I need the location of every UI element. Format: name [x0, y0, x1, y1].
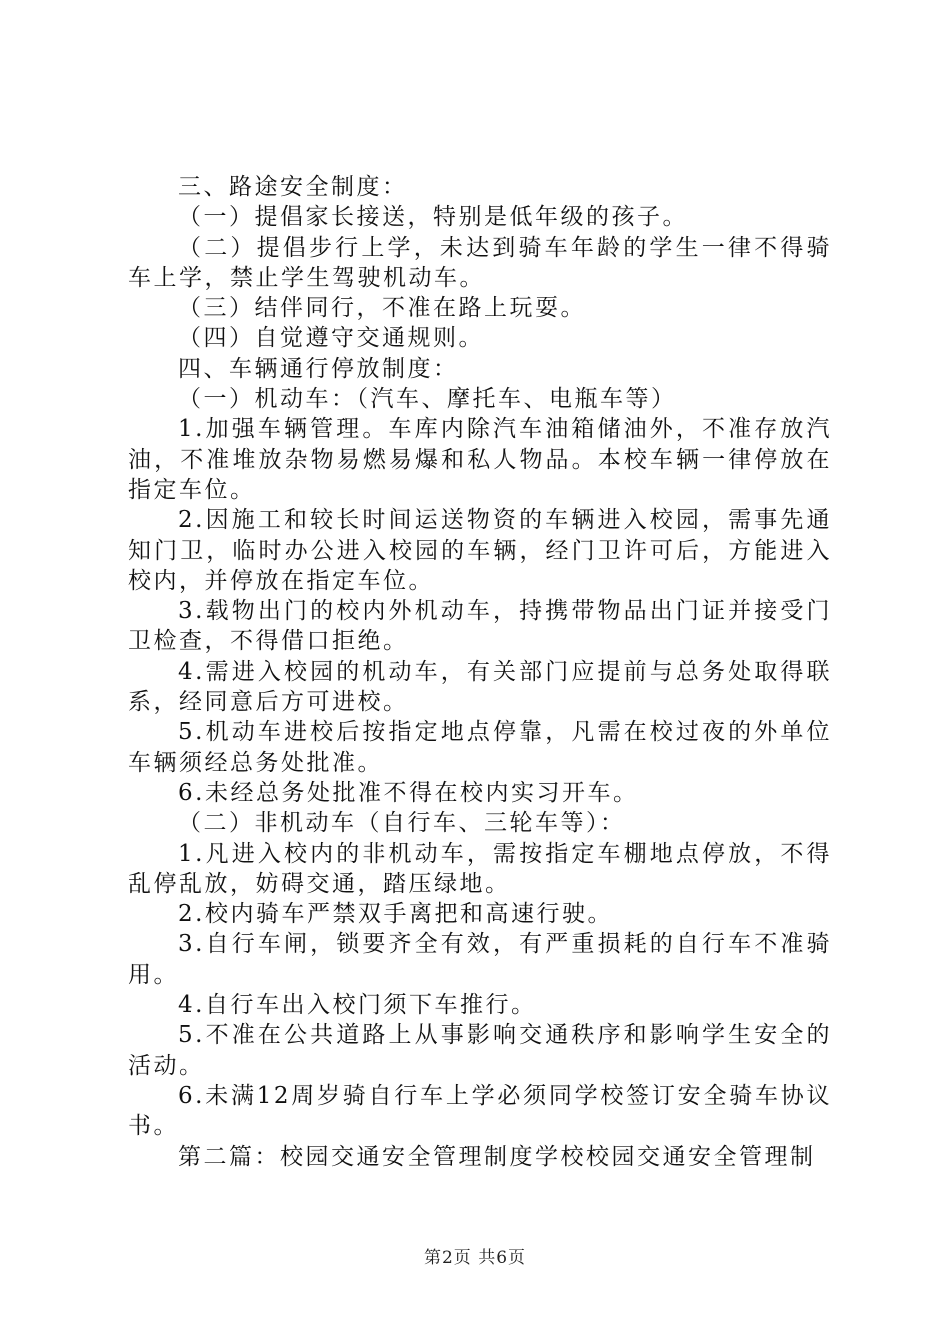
- paragraph: 3.自行车闸，锁要齐全有效，有严重损耗的自行车不准骑用。: [128, 931, 832, 988]
- paragraph: 4.需进入校园的机动车，有关部门应提前与总务处取得联系，经同意后方可进校。: [128, 658, 832, 716]
- subheading-motor-vehicles: （一）机动车：（汽车、摩托车、电瓶车等）: [178, 386, 677, 413]
- paragraph: 5.机动车进校后按指定地点停靠，凡需在校过夜的外单位车辆须经总务处批准。: [128, 719, 832, 776]
- paragraph: 6.未满12周岁骑自行车上学必须同学校签订安全骑车协议书。: [128, 1082, 832, 1140]
- chapter-title-line: 第二篇：校园交通安全管理制度学校校园交通安全管理制: [178, 1143, 816, 1170]
- paragraph: 4.自行车出入校门须下车推行。: [178, 992, 537, 1019]
- paragraph: 2.校内骑车严禁双手离把和高速行驶。: [178, 901, 613, 928]
- paragraph: 1.加强车辆管理。车库内除汽车油箱储油外，不准存放汽油，不准堆放杂物易燃易爆和私人物品。本校车辆一律停放在指定车位。: [128, 416, 832, 503]
- paragraph: （三）结伴同行，不准在路上玩耍。: [178, 295, 586, 322]
- document-body: [128, 172, 832, 1172]
- paragraph: （四）自觉遵守交通规则。: [178, 325, 484, 352]
- section-heading-route-safety: 三、路途安全制度：: [178, 174, 408, 200]
- paragraph: （二）提倡步行上学，未达到骑车年龄的学生一律不得骑车上学，禁止学生驾驶机动车。: [128, 234, 832, 291]
- paragraph: 1.凡进入校内的非机动车，需按指定车棚地点停放，不得乱停乱放，妨碍交通，踏压绿地。: [128, 840, 832, 897]
- section-heading-vehicle-rules: 四、车辆通行停放制度：: [178, 355, 459, 382]
- paragraph: （一）提倡家长接送，特别是低年级的孩子。: [178, 204, 688, 231]
- subheading-non-motor-vehicles: （二）非机动车（自行车、三轮车等）：: [178, 810, 626, 837]
- paragraph: 5.不准在公共道路上从事影响交通秩序和影响学生安全的活动。: [128, 1022, 832, 1079]
- paragraph: 2.因施工和较长时间运送物资的车辆进入校园，需事先通知门卫，临时办公进入校园的车辆，经门卫许可后，方能进入校内，并停放在指定车位。: [128, 507, 832, 594]
- paragraph: 3.载物出门的校内外机动车，持携带物品出门证并接受门卫检查，不得借口拒绝。: [128, 598, 832, 655]
- paragraph: 6.未经总务处批准不得在校内实习开车。: [178, 779, 639, 806]
- page-number-footer: 第2页 共6页: [423, 1248, 527, 1268]
